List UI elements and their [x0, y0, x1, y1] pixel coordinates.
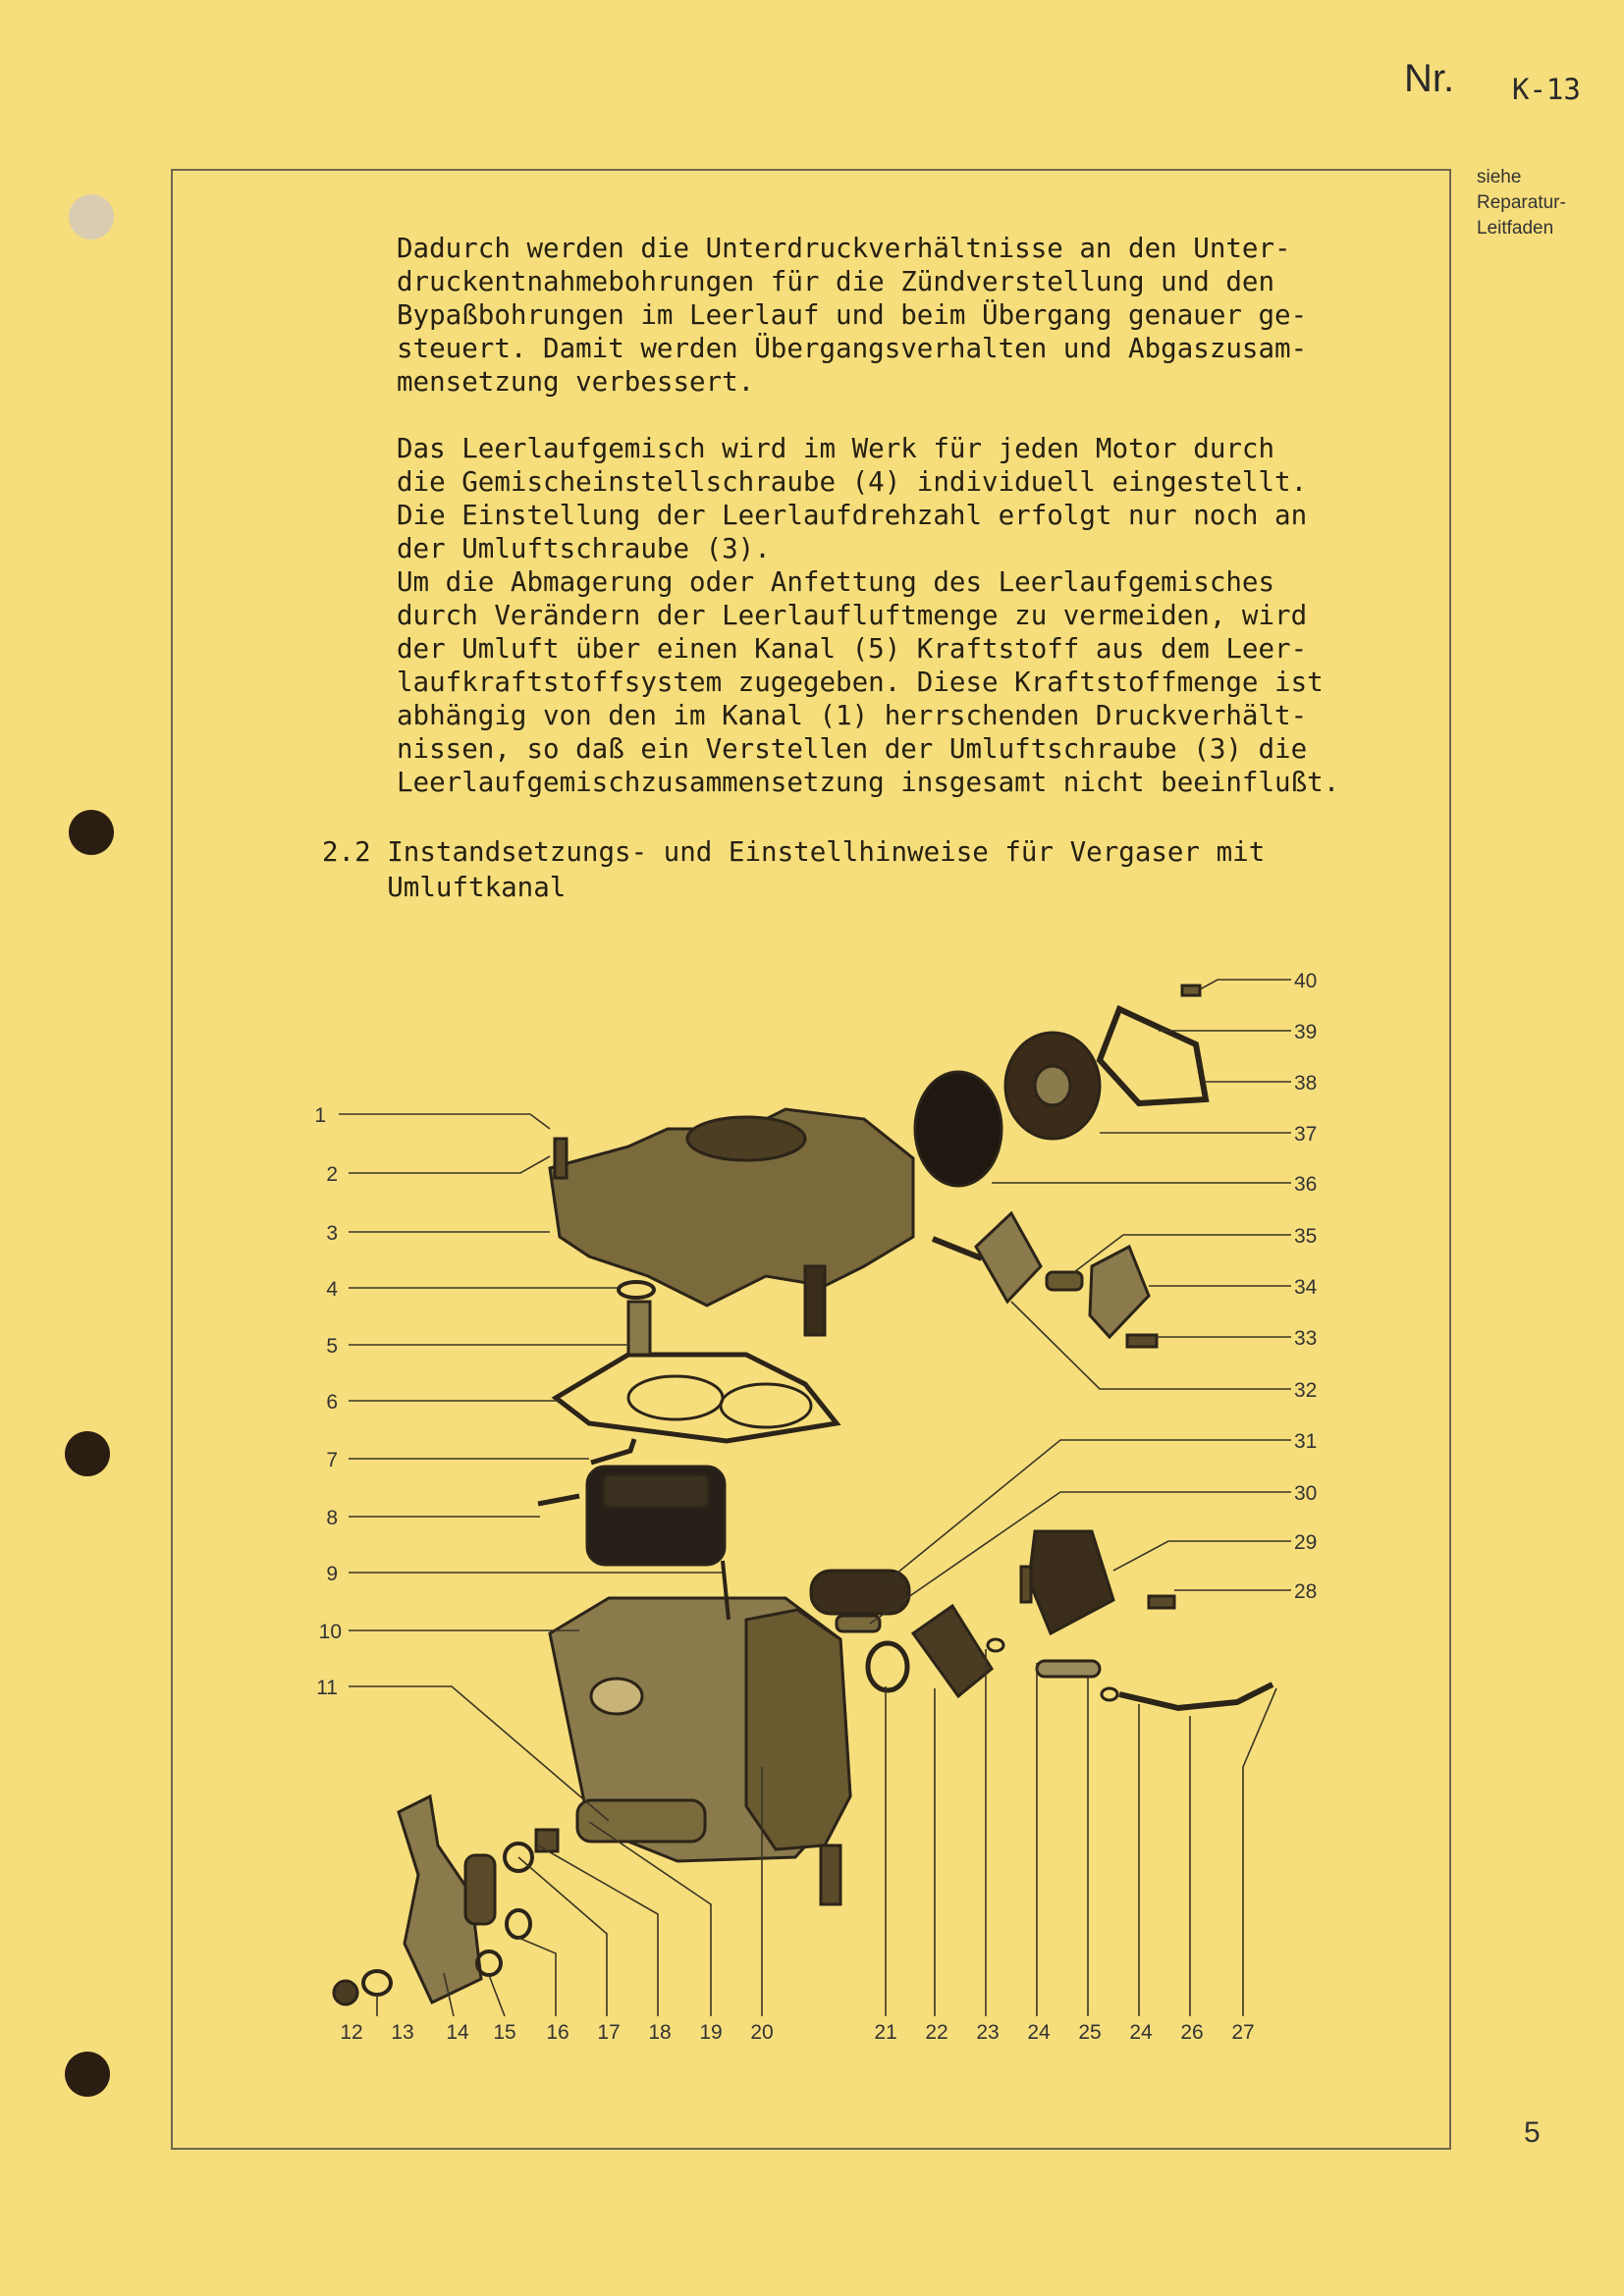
part-label: 16 — [546, 2021, 569, 2044]
page-number: 5 — [1524, 2116, 1541, 2149]
part-label: 1 — [314, 1104, 326, 1127]
part-label: 7 — [326, 1449, 338, 1471]
paragraph-1: Dadurch werden die Unterdruckverhältnisse an den Unter- druckentnahmebohrungen für die Zündverstellung und den Bypaßbohrungen im Leerlauf und beim Übergang genauer ge- steuert. Damit werden Übergangsverhalten und Abgaszusam- mensetzung verbessert. — [397, 233, 1308, 398]
part-label: 34 — [1294, 1276, 1318, 1299]
part-label: 28 — [1294, 1580, 1318, 1603]
part-label: 25 — [1078, 2021, 1102, 2044]
side-note-line: siehe — [1477, 167, 1522, 187]
part-label: 22 — [925, 2021, 948, 2044]
part-label: 38 — [1294, 1072, 1318, 1095]
part-label: 10 — [318, 1621, 342, 1643]
part-label: 12 — [340, 2021, 363, 2044]
part-label: 14 — [446, 2021, 469, 2044]
part-label: 13 — [391, 2021, 414, 2044]
part-label: 37 — [1294, 1123, 1318, 1146]
part-label: 2 — [326, 1163, 338, 1186]
part-label: 9 — [326, 1563, 338, 1585]
part-label: 17 — [597, 2021, 621, 2044]
header-doc-code: K-13 — [1512, 73, 1581, 106]
part-label: 24 — [1129, 2021, 1153, 2044]
part-label: 18 — [648, 2021, 672, 2044]
part-label: 40 — [1294, 970, 1318, 992]
section-heading: 2.2 Instandsetzungs- und Einstellhinweise für Vergaser mit Umluftkanal — [322, 836, 1266, 903]
header-nr-label: Nr. — [1404, 57, 1455, 100]
side-note-line: Reparatur- — [1477, 192, 1566, 213]
part-label: 30 — [1294, 1482, 1318, 1505]
part-label: 27 — [1231, 2021, 1255, 2044]
part-label: 26 — [1180, 2021, 1204, 2044]
part-label: 23 — [976, 2021, 1000, 2044]
part-label: 4 — [326, 1278, 338, 1301]
part-label: 3 — [326, 1222, 338, 1245]
part-label: 15 — [493, 2021, 516, 2044]
part-label: 8 — [326, 1507, 338, 1529]
part-label: 5 — [326, 1335, 338, 1358]
part-label: 20 — [750, 2021, 774, 2044]
part-label: 29 — [1294, 1531, 1318, 1554]
side-note-line: Leitfaden — [1477, 218, 1554, 239]
part-label: 24 — [1027, 2021, 1051, 2044]
part-label: 35 — [1294, 1225, 1318, 1248]
part-label: 11 — [316, 1677, 338, 1699]
paragraph-2: Das Leerlaufgemisch wird im Werk für jeden Motor durch die Gemischeinstellschraube (4) individuell eingestellt. Die Einstellung der Leerlaufdrehzahl erfolgt nur noch an der Umluftschraube (3). Um die Abmagerung oder Anfettung des Leerlaufgemisches durch Verändern der Leerlaufluftmenge zu vermeiden, wird der Umluft über einen Kanal (5) Kraftstoff aus dem Leer- laufkraftstoffsystem zugegeben. Diese Kraftstoffmenge ist abhängig von den im Kanal (1) herrschenden Druckverhält- nissen, so daß ein Verstellen der Umluftschraube (3) die Leerlaufgemischzusammensetzung insgesamt nicht beeinflußt. — [397, 433, 1340, 798]
part-label: 21 — [874, 2021, 897, 2044]
part-label: 36 — [1294, 1173, 1318, 1196]
part-label: 32 — [1294, 1379, 1318, 1402]
part-label: 39 — [1294, 1021, 1318, 1043]
part-label: 33 — [1294, 1327, 1318, 1350]
part-label: 19 — [699, 2021, 723, 2044]
part-label: 6 — [326, 1391, 338, 1414]
part-label: 31 — [1294, 1430, 1318, 1453]
